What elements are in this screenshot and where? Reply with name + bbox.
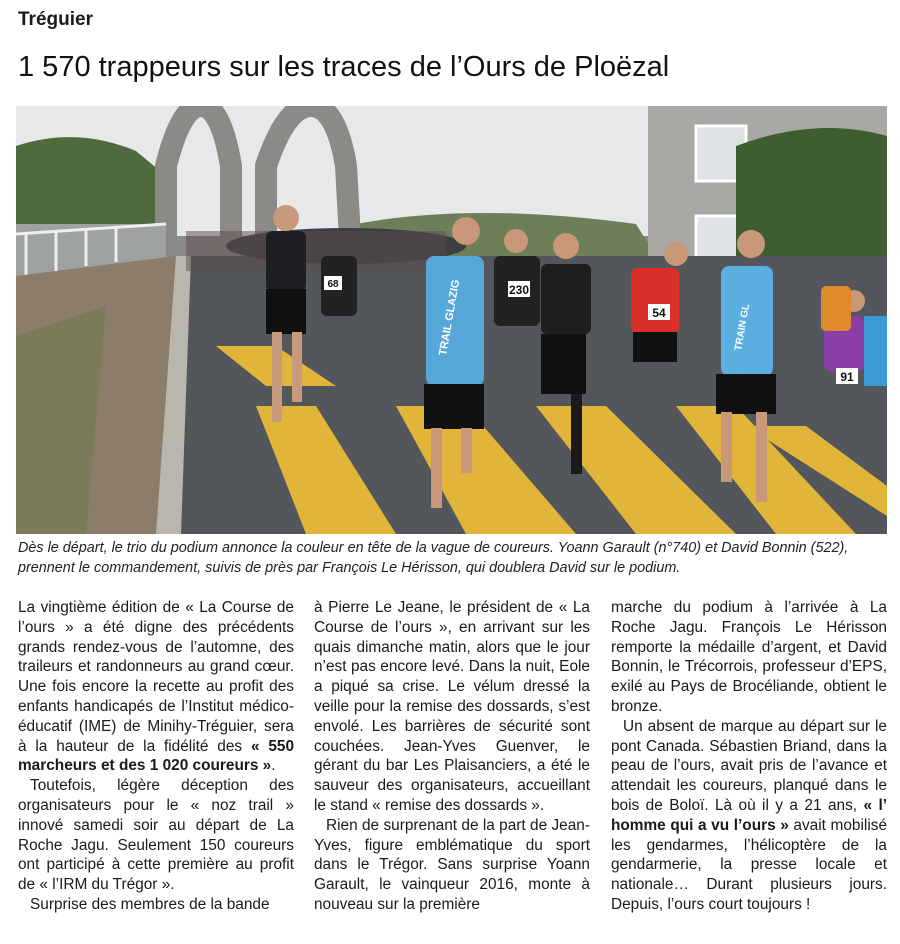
headline: 1 570 trappeurs sur les traces de l’Ours de Ploëzal [18, 51, 670, 83]
photo-caption: Dès le départ, le trio du podium annonce la couleur en tête de la vague de coureurs. Yoann Garault (n°740) et David Bonnin (522), prennent le commandement, suivis de près par François Le Hérisson, qui doublera David sur le podium. [18, 540, 849, 576]
vest-text-right: TRAIN GL [733, 303, 753, 352]
runner-68 [321, 256, 357, 316]
runners-count-highlight: « 550 marcheurs et des 1 020 coureurs » [18, 737, 295, 775]
bib-230: 230 [508, 283, 530, 297]
article-paragraph-5: Un absent de marque au départ sur le pont Canada. Sébastien Briand, dans la peau de l’ours, avait pris de l’avance et attendait les coureurs, planqué dans le bois de Boloï. Là où il y a 21 ans, « l’ homme qui a vu l’ours » avait mobilisé les gendarmes, l’hélicoptère de la gendarmerie, la presse locale et nationale… Durant plusieurs jours. Depuis, l’ours court toujours ! [611, 717, 888, 913]
article-paragraph-4-end: marche du podium à l’arrivée à La Roche Jagu. François Le Hérisson remporte la médaille d’argent, et David Bonnin, le Trécorrois, professeur d’EPS, exilé au Pays de Brocéliande, obtient le bronze. [611, 599, 887, 715]
article-paragraph-3-start: Surprise des membres de la bande [30, 895, 270, 913]
article-column-2 [314, 598, 590, 915]
vest-text-center: TRAIL GLAZIG [437, 278, 463, 357]
bib-68: 68 [327, 279, 339, 290]
article-paragraph-4-start: Rien de surprenant de la part de Jean-Yves, figure emblématique du sport dans le Trégor. Sans surprise Yoann Garault, le vainqueur 2016, monte à nouveau sur la première [314, 816, 590, 913]
article-paragraph-3-end: à Pierre Le Jeane, le président de « La Course de l’ours », en arrivant sur les quais dimanche matin, alors que le jour n’est pas encore levé. Dans la nuit, Eole a piqué sa crise. Le vélum dressé la veille pour la remise des dossards, s’est envolé. Les barrières de sécurité sont couchées. Jean-Yves Guenver, le gérant du bar Les Plaisanciers, a été le sauveur des organisateurs, accueillant le stand « remise des dossards ». [314, 599, 590, 814]
article-paragraph-2: Toutefois, légère déception des organisateurs pour le « noz trail » innové samedi soir au départ de La Roche Jagu. Seulement 150 coureurs ont participé à cette première au profit de « l’IRM du Trégor ». [18, 777, 294, 894]
bib-91: 91 [840, 370, 854, 384]
article-column-3 [611, 598, 887, 915]
race-photo [16, 106, 887, 534]
article-column-1 [18, 598, 294, 915]
section-kicker: Tréguier [18, 9, 93, 30]
article-paragraph-1: La vingtième édition de « La Course de l’ours » a été digne des précédents grands rendez-vous de l’automne, des traileurs et randonneurs au grand cœur. Une fois encore la recette au profit des enfants handicapés de l’Institut médico-éducatif (IME) de Minihy-Tréguier, sera à la hauteur de la fidélité des « 550 marcheurs et des 1 020 coureurs ». [18, 599, 295, 775]
quote-highlight: « l’ homme qui a vu l’ours » [611, 796, 888, 834]
bib-54: 54 [652, 306, 666, 320]
